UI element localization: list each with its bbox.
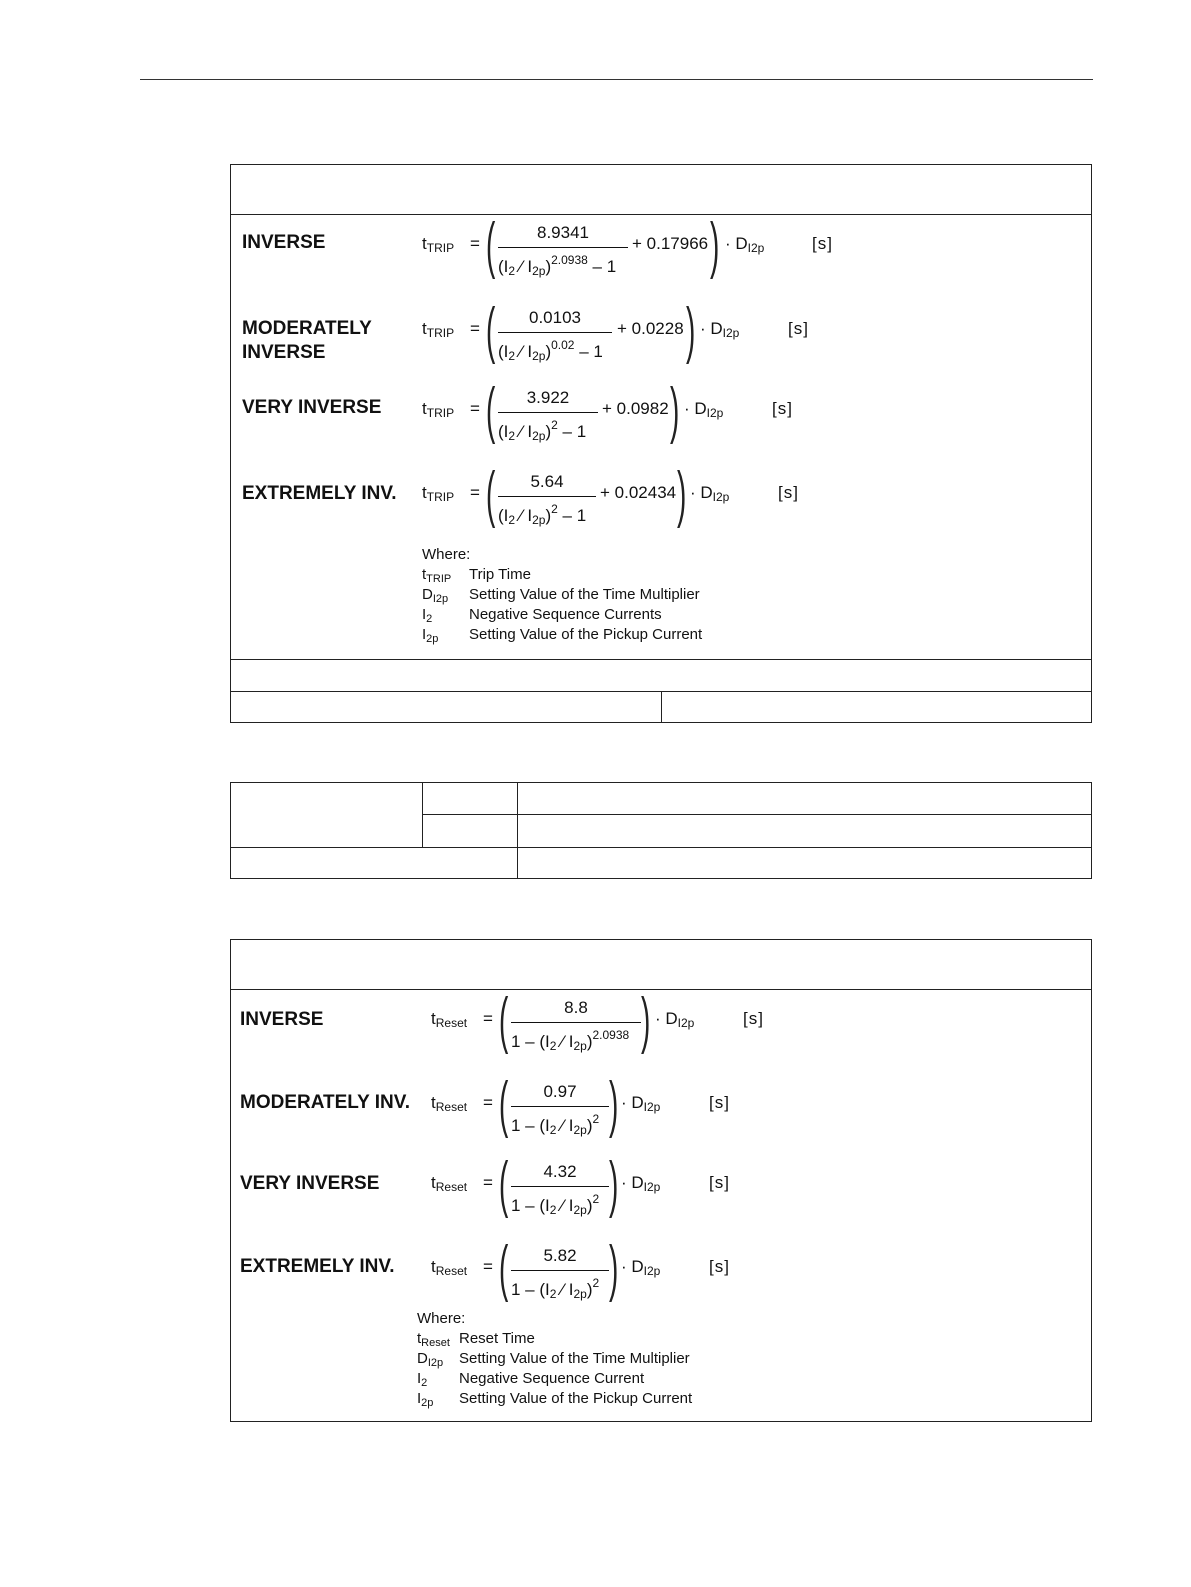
time-multiplier-term: · $D_{I2p}$ (684, 399, 724, 420)
legend-row: $t_{Reset}$ Reset Time (417, 1330, 535, 1349)
curve-name-inverse: INVERSE (242, 232, 326, 253)
curve-name-very-inverse: VERY INVERSE (242, 397, 382, 418)
trip-equation-extremely-inverse: $t_{TRIP}$ = ( 5.64 ($I_2$ ⁄ $I_{2p})^2 - 1$ + 0.02434 ) · $D_{I2p}$ [s] (422, 460, 799, 529)
curve-name-extremely-inverse: EXTREMELY INV. (240, 1256, 395, 1277)
reset-equation-inverse: $t_{Reset}$ = ( 8.8 $1 - (I_2$ ⁄ $I_{2p})^{2.0938}$ ) · $D_{I2p}$ [s] (431, 986, 764, 1055)
legend-row: $I_2$ Negative Sequence Current (417, 1370, 645, 1389)
legend-row: $t_{TRIP}$ Trip Time (422, 566, 531, 585)
trip-equation-very-inverse: $t_{TRIP}$ = ( 3.922 ($I_2$ ⁄ $I_{2p})^2 - 1$ + 0.0982 ) · $D_{I2p}$ [s] (422, 376, 793, 445)
table-row-divider (231, 659, 1091, 660)
legend-heading: Where: (417, 1310, 466, 1327)
trip-equation-moderately-inverse: $t_{TRIP}$ = ( 0.0103 ($I_2$ ⁄ $I_{2p})^{0.02} - 1$ + 0.0228 ) · $D_{I2p}$ [s] (422, 296, 809, 365)
equation-denominator: $1 - (I_2$ ⁄ $I_{2p})^2$ (511, 1192, 600, 1217)
reset-symbol-legend (417, 1309, 817, 1409)
time-multiplier-term: · $D_{I2p}$ (655, 1009, 695, 1030)
trip-curves-table (230, 164, 1092, 723)
time-multiplier-term: · $D_{I2p}$ (690, 483, 730, 504)
legend-row: $D_{I2p}$ Setting Value of the Time Multiplier (417, 1350, 690, 1369)
unit-label: [s] (709, 1257, 730, 1276)
equation-numerator: 0.97 (543, 1082, 577, 1101)
reset-curves-table (230, 939, 1092, 1422)
table-column-divider (661, 691, 662, 723)
table-column-divider (422, 783, 423, 847)
time-multiplier-term: · $D_{I2p}$ (621, 1093, 661, 1114)
page-header-rule (140, 79, 1093, 80)
equation-numerator: 4.32 (543, 1162, 577, 1181)
time-multiplier-term: · $D_{I2p}$ (621, 1257, 661, 1278)
time-multiplier-term: · $D_{I2p}$ (700, 319, 740, 340)
curve-name-extremely-inverse: EXTREMELY INV. (242, 483, 397, 504)
table-column-divider (517, 783, 518, 879)
equation-numerator: 3.922 (526, 388, 570, 407)
curve-name-very-inverse: VERY INVERSE (240, 1173, 380, 1194)
equation-lhs: $t_{TRIP}$ (422, 234, 455, 255)
equation-constant: + 0.0228 (617, 319, 684, 338)
time-multiplier-term: · $D_{I2p}$ (725, 234, 765, 255)
unit-label: [s] (709, 1173, 730, 1192)
trip-symbol-legend (422, 545, 822, 645)
table-header-divider (231, 989, 1091, 990)
reset-equation-extremely-inverse: $t_{Reset}$ = ( 5.82 $1 - (I_2$ ⁄ $I_{2p})^2$ ) · $D_{I2p}$ [s] (431, 1234, 730, 1303)
reset-equation-moderately-inverse: $t_{Reset}$ = ( 0.97 $1 - (I_2$ ⁄ $I_{2p})^2$ ) · $D_{I2p}$ [s] (431, 1070, 730, 1139)
equation-denominator: ($I_2$ ⁄ $I_{2p})^{2.0938} - 1$ (498, 253, 617, 278)
unit-label: [s] (709, 1093, 730, 1112)
equation-numerator: 8.9341 (537, 223, 589, 242)
equation-denominator: ($I_2$ ⁄ $I_{2p})^2 - 1$ (498, 502, 587, 527)
unit-label: [s] (778, 483, 799, 502)
curve-name-inverse: INVERSE (240, 1009, 324, 1030)
fraction-bar (511, 1186, 609, 1187)
equation-numerator: 5.64 (530, 472, 564, 491)
fraction-bar (498, 496, 596, 497)
legend-row: $I_{2p}$ Setting Value of the Pickup Current (417, 1390, 693, 1409)
fraction-bar (511, 1022, 641, 1023)
legend-row: $D_{I2p}$ Setting Value of the Time Multiplier (422, 586, 700, 605)
curve-name-moderately-inverse: MODERATELY INVERSE (242, 318, 372, 363)
equation-constant: + 0.02434 (600, 483, 677, 502)
legend-row: $I_2$ Negative Sequence Currents (422, 606, 662, 625)
equation-numerator: 0.0103 (529, 308, 581, 327)
reset-equation-very-inverse: $t_{Reset}$ = ( 4.32 $1 - (I_2$ ⁄ $I_{2p})^2$ ) · $D_{I2p}$ [s] (431, 1150, 730, 1219)
fraction-bar (511, 1270, 609, 1271)
fraction-bar (498, 412, 598, 413)
curve-name-moderately-inverse: MODERATELY INV. (240, 1092, 410, 1113)
equation-constant: + 0.0982 (602, 399, 669, 418)
fraction-bar (511, 1106, 609, 1107)
settings-table (230, 782, 1092, 879)
equation-denominator: $1 - (I_2$ ⁄ $I_{2p})^2$ (511, 1276, 600, 1301)
equation-numerator: 5.82 (543, 1246, 577, 1265)
unit-label: [s] (812, 234, 833, 253)
legend-row: $I_{2p}$ Setting Value of the Pickup Current (422, 626, 703, 645)
fraction-bar (498, 332, 612, 333)
time-multiplier-term: · $D_{I2p}$ (621, 1173, 661, 1194)
equation-denominator: $1 - (I_2$ ⁄ $I_{2p})^{2.0938}$ (511, 1028, 630, 1053)
unit-label: [s] (743, 1009, 764, 1028)
fraction-bar (498, 247, 628, 248)
legend-heading: Where: (422, 546, 471, 563)
table-row-divider (231, 847, 1091, 848)
equation-numerator: 8.8 (564, 998, 588, 1017)
equation-denominator: ($I_2$ ⁄ $I_{2p})^{0.02} - 1$ (498, 338, 603, 363)
unit-label: [s] (772, 399, 793, 418)
equation-constant: + 0.17966 (632, 234, 709, 253)
unit-label: [s] (788, 319, 809, 338)
table-header-divider (231, 214, 1091, 215)
table-row-divider (422, 814, 1091, 815)
equation-denominator: $1 - (I_2$ ⁄ $I_{2p})^2$ (511, 1112, 600, 1137)
trip-equation-inverse: $t_{TRIP}$ = ( 8.9341 ($I_2$ ⁄ $I_{2p})^{2.0938} - 1$ + 0.17966 ) · $D_{I2p}$ [s] (422, 211, 833, 280)
equation-denominator: ($I_2$ ⁄ $I_{2p})^2 - 1$ (498, 418, 587, 443)
